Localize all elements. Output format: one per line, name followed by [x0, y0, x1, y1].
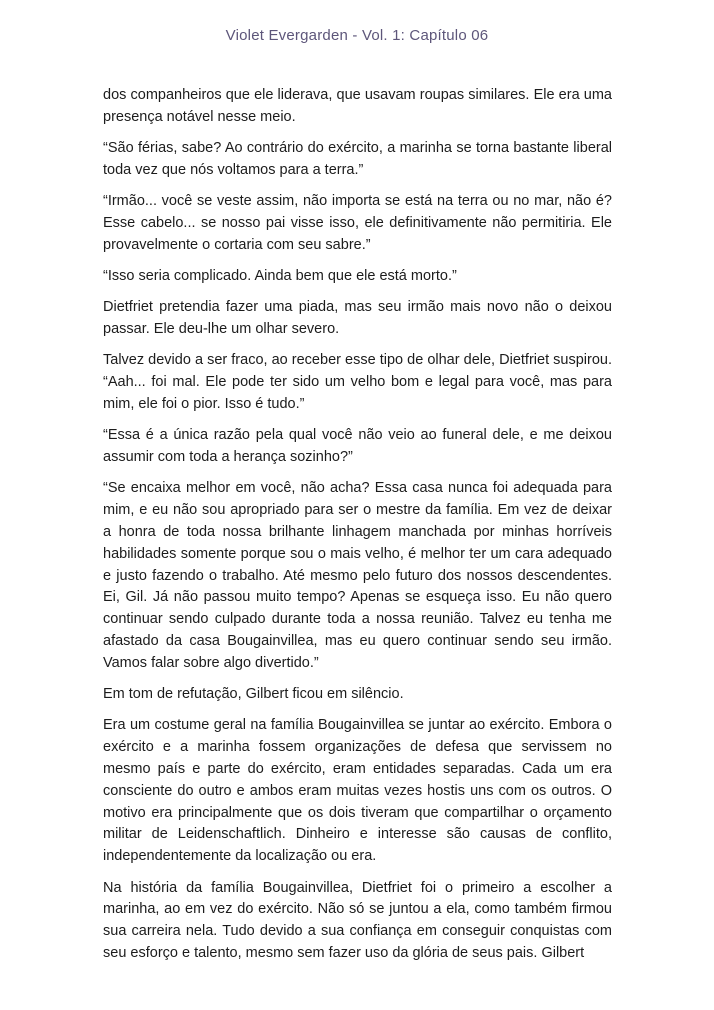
- paragraph: “Essa é a única razão pela qual você não veio ao funeral dele, e me deixou assumir com toda a herança sozinho?”: [103, 427, 612, 466]
- text-body: [103, 85, 612, 965]
- paragraph: Na história da família Bougainvillea, Dietfriet foi o primeiro a escolher a marinha, ao em vez do exército. Não só se juntou a ela, como também firmou sua carreira nela. Tudo devido a sua confiança em conseguir conquistas com seu esforço e talento, mesmo sem fazer uso da glória de seus pais. Gilbert: [103, 879, 612, 961]
- paragraph: “Irmão... você se veste assim, não importa se está na terra ou no mar, não é? Esse cabelo... se nosso pai visse isso, ele definitivamente não permitiria. Ele provavelmente o cortaria com seu sabre.”: [103, 193, 612, 253]
- paragraph: Dietfriet pretendia fazer uma piada, mas seu irmão mais novo não o deixou passar. Ele deu-lhe um olhar severo.: [103, 299, 612, 338]
- paragraph: Talvez devido a ser fraco, ao receber esse tipo de olhar dele, Dietfriet suspirou. “Aah... foi mal. Ele pode ter sido um velho bom e legal para você, mas para mim, ele foi o pior. Isso é tudo.”: [103, 352, 612, 413]
- page-title: Violet Evergarden - Vol. 1: Capítulo 06: [225, 27, 489, 44]
- paragraph: Era um costume geral na família Bougainvillea se juntar ao exército. Embora o exército e a marinha fossem organizações de defesa que servissem no mesmo país e parte do exército, eram entidades separadas. Cada um era consciente do outro e ambos eram muitas vezes hostis uns com os outros. O motivo era principalmente que os dois tiveram que compartilhar o orçamento militar de Leidenschaftlich. Dinheiro e interesse são causas de conflito, independentemente da localização ou era.: [103, 717, 612, 865]
- paragraph: “São férias, sabe? Ao contrário do exército, a marinha se torna bastante liberal toda vez que nós voltamos para a terra.”: [103, 140, 612, 178]
- paragraph: “Se encaixa melhor em você, não acha? Essa casa nunca foi adequada para mim, e eu não sou apropriado para ser o mestre da família. Em vez de deixar a honra de toda nossa brilhante linhagem manchada por minhas horríveis habilidades somente porque sou o mais velho, é melhor ter um cara adequado e justo fazendo o trabalho. Até mesmo pelo futuro dos nossos descendentes. Ei, Gil. Já não passou muito tempo? Apenas se esqueça isso. Eu não quero continuar sendo culpado durante toda a nossa reunião. Talvez eu tenha me afastado da casa Bougainvillea, mas eu quero continuar sendo seu irmão. Vamos falar sobre algo divertido.”: [103, 480, 612, 671]
- paragraph: “Isso seria complicado. Ainda bem que ele está morto.”: [103, 268, 457, 285]
- paragraph: dos companheiros que ele liderava, que usavam roupas similares. Ele era uma presença notável nesse meio.: [103, 87, 612, 125]
- paragraph: Em tom de refutação, Gilbert ficou em silêncio.: [103, 686, 404, 703]
